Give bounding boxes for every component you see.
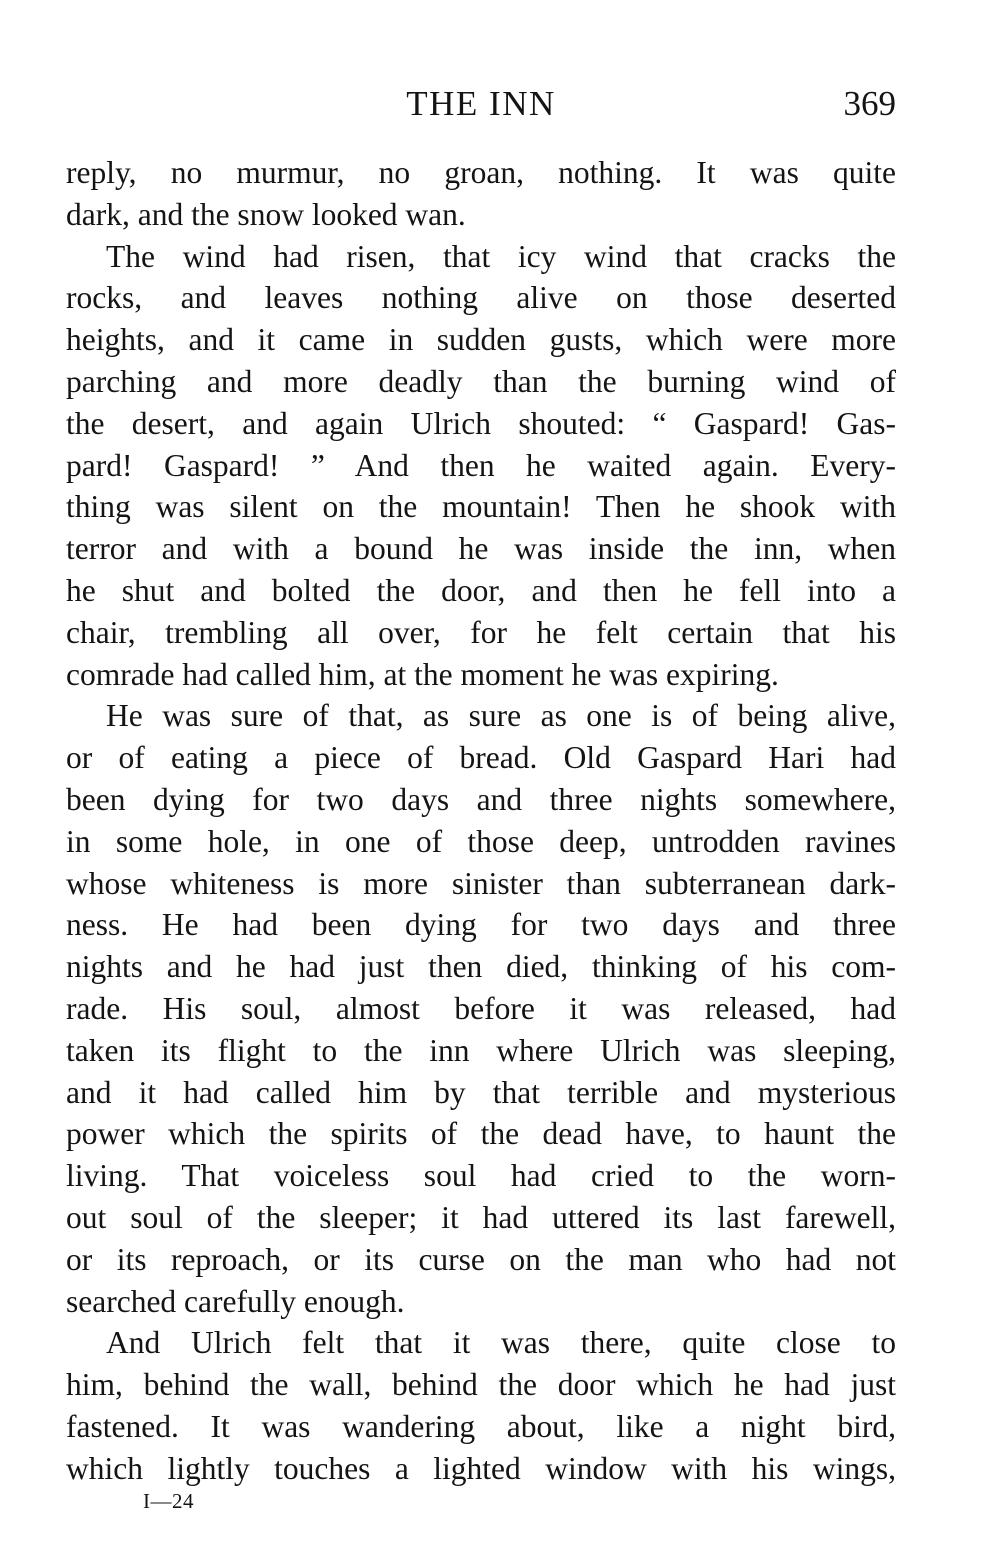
text-line: fastened. It was wandering about, like a night bird, bbox=[66, 1408, 896, 1444]
text-line: rade. His soul, almost before it was released, had bbox=[66, 990, 896, 1026]
text-line: comrade had called him, at the moment he was expiring. bbox=[66, 656, 779, 692]
text-line: thing was silent on the mountain! Then he shook with bbox=[66, 489, 896, 525]
text-line: heights, and it came in sudden gusts, which were more bbox=[66, 322, 896, 358]
signature-mark: I—24 bbox=[143, 1489, 194, 1513]
text-line: reply, no murmur, no groan, nothing. It was quite bbox=[66, 155, 896, 190]
text-line: power which the spirits of the dead have, to haunt the bbox=[66, 1116, 896, 1152]
text-line: nights and he had just then died, thinking of his com- bbox=[66, 949, 896, 985]
text-line: in some hole, in one of those deep, untrodden ravines bbox=[66, 823, 896, 859]
text-line: or of eating a piece of bread. Old Gaspard Hari had bbox=[66, 740, 896, 776]
text-line: out soul of the sleeper; it had uttered its last farewell, bbox=[66, 1199, 896, 1235]
text-line: And Ulrich felt that it was there, quite close to bbox=[106, 1325, 896, 1361]
text-line: been dying for two days and three nights somewhere, bbox=[66, 781, 896, 817]
text-line: The wind had risen, that icy wind that cracks the bbox=[106, 238, 896, 274]
text-line: searched carefully enough. bbox=[66, 1283, 405, 1319]
text-line: he shut and bolted the door, and then he fell into a bbox=[66, 572, 896, 608]
text-line: him, behind the wall, behind the door which he had just bbox=[66, 1367, 896, 1403]
text-line: the desert, and again Ulrich shouted: “ Gaspard! Gas- bbox=[66, 405, 896, 441]
text-line: ness. He had been dying for two days and three bbox=[66, 907, 896, 943]
text-line: whose whiteness is more sinister than subterranean dark- bbox=[66, 865, 896, 901]
text-line: dark, and the snow looked wan. bbox=[66, 196, 466, 232]
text-line: pard! Gaspard! ” And then he waited again. Every- bbox=[66, 447, 896, 483]
text-line: rocks, and leaves nothing alive on those deserted bbox=[66, 280, 896, 316]
text-line: which lightly touches a lighted window with his wings, bbox=[66, 1450, 896, 1486]
text-line: or its reproach, or its curse on the man who had not bbox=[66, 1241, 896, 1277]
text-line: He was sure of that, as sure as one is of being alive, bbox=[106, 698, 896, 734]
running-head bbox=[66, 80, 896, 128]
text-line: parching and more deadly than the burning wind of bbox=[66, 363, 896, 399]
chapter-title: THE INN bbox=[406, 84, 556, 123]
text-line: taken its flight to the inn where Ulrich was sleeping, bbox=[66, 1032, 896, 1068]
text-line: terror and with a bound he was inside the inn, when bbox=[66, 531, 896, 567]
text-line: living. That voiceless soul had cried to the worn- bbox=[66, 1158, 896, 1194]
page-number: 369 bbox=[843, 84, 896, 123]
text-line: chair, trembling all over, for he felt certain that his bbox=[66, 614, 896, 650]
body-text bbox=[66, 152, 896, 1490]
text-line: and it had called him by that terrible and mysterious bbox=[66, 1074, 896, 1110]
